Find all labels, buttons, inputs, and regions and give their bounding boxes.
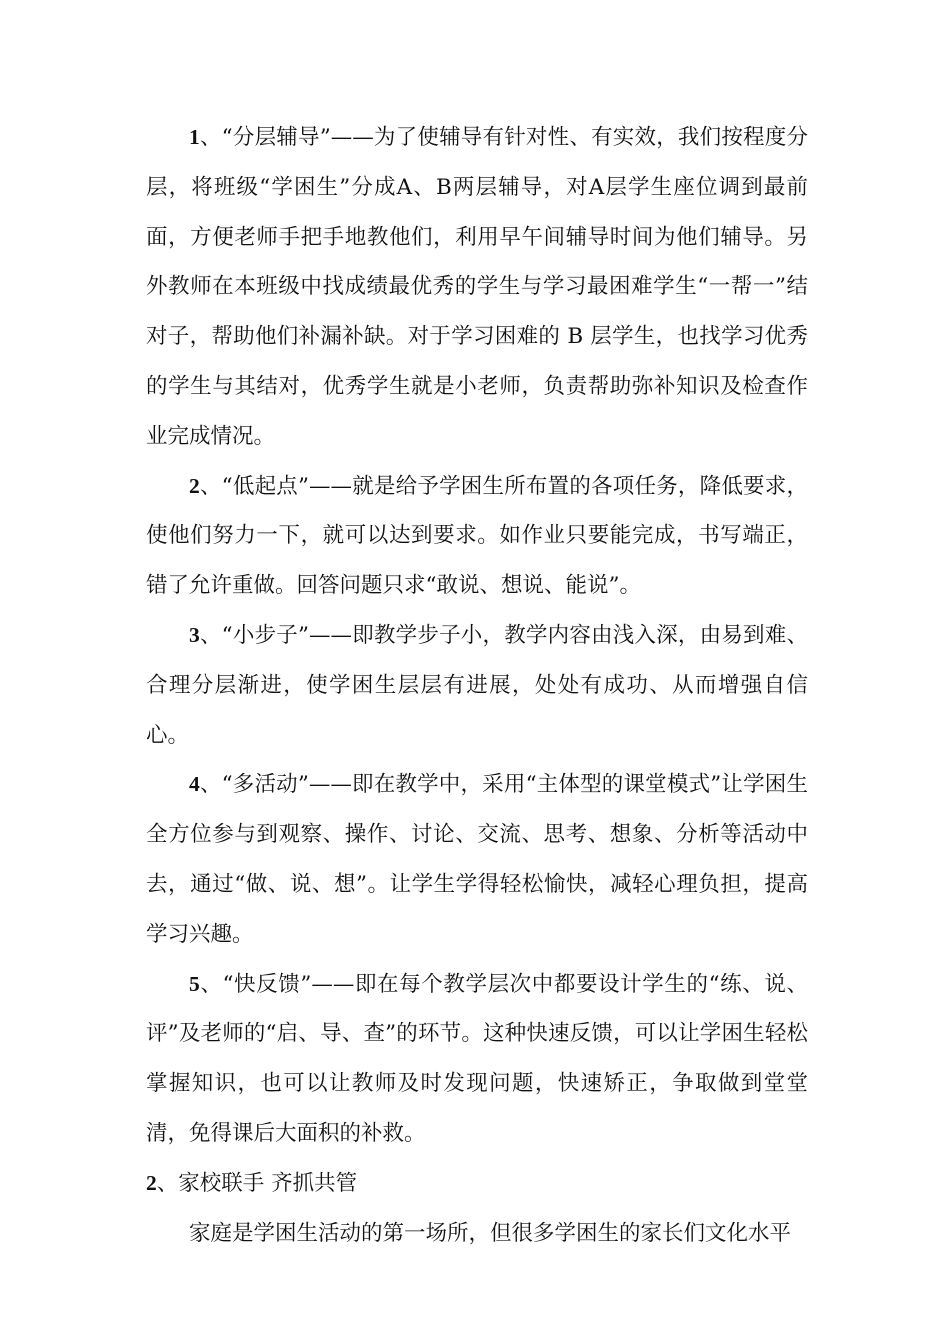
paragraph-3 xyxy=(146,611,808,760)
paragraph-text: 、“快反馈”——即在每个教学层次中都要设计学生的“练、说、评”及老师的“启、导、查”的环节。这种快速反馈，可以让学困生轻松掌握知识，也可以让教师及时发现问题，快速矫正，争取做到堂堂清，免得课后大面积的补救。 xyxy=(146,971,808,1146)
paragraph-1 xyxy=(146,113,808,462)
paragraph-2 xyxy=(146,462,808,611)
paragraph-4 xyxy=(146,760,808,959)
paragraph-text: 、“低起点”——就是给予学困生所布置的各项任务，降低要求，使他们努力一下，就可以达到要求。如作业只要能完成，书写端正，错了允许重做。回答问题只求“敢说、想说、能说”。 xyxy=(146,473,808,599)
paragraph-text: 家庭是学困生活动的第一场所，但很多学困生的家长们文化水平 xyxy=(189,1220,792,1246)
document-body xyxy=(146,113,808,1258)
section-heading xyxy=(146,1159,808,1209)
paragraph-number: 4 xyxy=(189,772,200,797)
paragraph-text: 、“小步子”——即教学步子小，教学内容由浅入深，由易到难、合理分层渐进，使学困生层层有进展，处处有成功、从而增强自信心。 xyxy=(146,622,808,748)
paragraph-number: 1 xyxy=(189,125,200,149)
paragraph-number: 3 xyxy=(189,622,200,647)
section-heading-number: 2 xyxy=(146,1170,157,1195)
closing-paragraph xyxy=(146,1209,808,1259)
paragraph-text: 、“多活动”——即在教学中，采用“主体型的课堂模式”让学困生全方位参与到观察、操作、讨论、交流、思考、想象、分析等活动中去，通过“做、说、想”。让学生学得轻松愉快，减轻心理负担，提高学习兴趣。 xyxy=(146,772,808,947)
section-heading-text: 、家校联手 齐抓共管 xyxy=(156,1170,358,1196)
paragraph-5 xyxy=(146,960,808,1159)
paragraph-number: 2 xyxy=(189,473,200,498)
paragraph-text: 、“分层辅导”——为了使辅导有针对性、有实效，我们按程度分层，将班级“学困生”分成A、B两层辅导，对A层学生座位调到最前面，方便老师手把手地教他们，利用早午间辅导时间为他们辅导。另外教师在本班级中找成绩最优秀的学生与学习最困难学生“一帮一”结对子，帮助他们补漏补缺。对于学习困难的 B 层学生，也找学习优秀的学生与其结对，优秀学生就是小老师，负责帮助弥补知识及检查作业完成情况。 xyxy=(146,125,808,449)
paragraph-number: 5 xyxy=(189,971,200,996)
